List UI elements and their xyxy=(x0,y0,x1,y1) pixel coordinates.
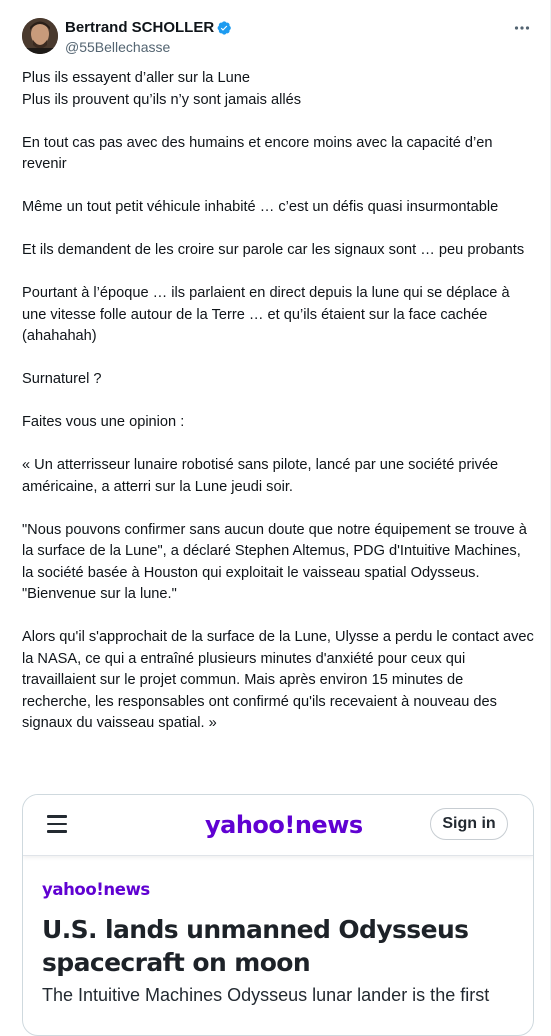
author-handle[interactable]: @55Bellechasse xyxy=(65,39,171,55)
avatar-image xyxy=(22,18,58,54)
tweet-paragraph: Même un tout petit véhicule inhabité … c’est un défis quasi insurmontable xyxy=(22,199,499,215)
hamburger-menu-icon[interactable] xyxy=(47,815,69,835)
card-navbar xyxy=(23,795,533,856)
tweet-paragraph: « Un atterrisseur lunaire robotisé sans pilote, lancé par une société privée américaine, a atterri sur la Lune jeudi soir. xyxy=(22,457,499,495)
avatar[interactable] xyxy=(22,18,58,54)
tweet-header xyxy=(22,16,536,56)
tweet-text xyxy=(22,68,534,735)
article-source-logo: yahoo!news xyxy=(42,880,150,899)
author-names xyxy=(65,18,232,56)
article-summary: The Intuitive Machines Odysseus lunar lander is the first xyxy=(42,985,490,1005)
tweet-paragraph: Faites vous une opinion : xyxy=(22,414,185,430)
tweet-paragraph: "Nous pouvons confirmer sans aucun doute que notre équipement se trouve à la surface de la Lune", a déclaré Stephen Altemus, PDG d'Intuitive Machines, la société basée à Houston qui exploitait le vaisseau spatial Odysseus. "Bienvenue sur la lune." xyxy=(22,521,527,602)
display-name-row xyxy=(65,18,232,38)
tweet-paragraph: En tout cas pas avec des humains et encore moins avec la capacité d’en revenir xyxy=(22,134,493,172)
tweet-paragraph: Alors qu'il s'approchait de la surface de la Lune, Ulysse a perdu le contact avec la NASA, ce qui a entraîné plusieurs minutes d'anxiété pour ceux qui travaillaient sur le projet commun. Mais après environ 15 minutes de recherche, les responsables ont confirmé qu'ils recevaient à nouveau des signaux du vaisseau spatial. » xyxy=(22,629,534,731)
tweet-paragraph: Pourtant à l’époque … ils parlaient en direct depuis la lune qui se déplace à une vitesse folle autour de la Terre … et qu’ils étaient sur la face cachée (ahahahah) xyxy=(22,285,510,344)
sign-in-button[interactable]: Sign in xyxy=(430,808,508,840)
tweet-paragraph: Et ils demandent de les croire sur parole car les signaux sont … peu probants xyxy=(22,242,525,258)
more-horizontal-icon[interactable] xyxy=(512,18,532,38)
verified-badge-icon[interactable] xyxy=(216,20,232,36)
display-name[interactable]: Bertrand SCHOLLER xyxy=(65,19,215,36)
article-headline[interactable]: U.S. lands unmanned Odysseus spacecraft on moon xyxy=(42,915,469,977)
yahoo-news-logo[interactable]: yahoo!news xyxy=(205,811,363,839)
tweet-paragraph: Plus ils essayent d’aller sur la Lune Plus ils prouvent qu’ils n’y sont jamais allés xyxy=(22,70,302,108)
tweet-paragraph: Surnaturel ? xyxy=(22,371,102,387)
